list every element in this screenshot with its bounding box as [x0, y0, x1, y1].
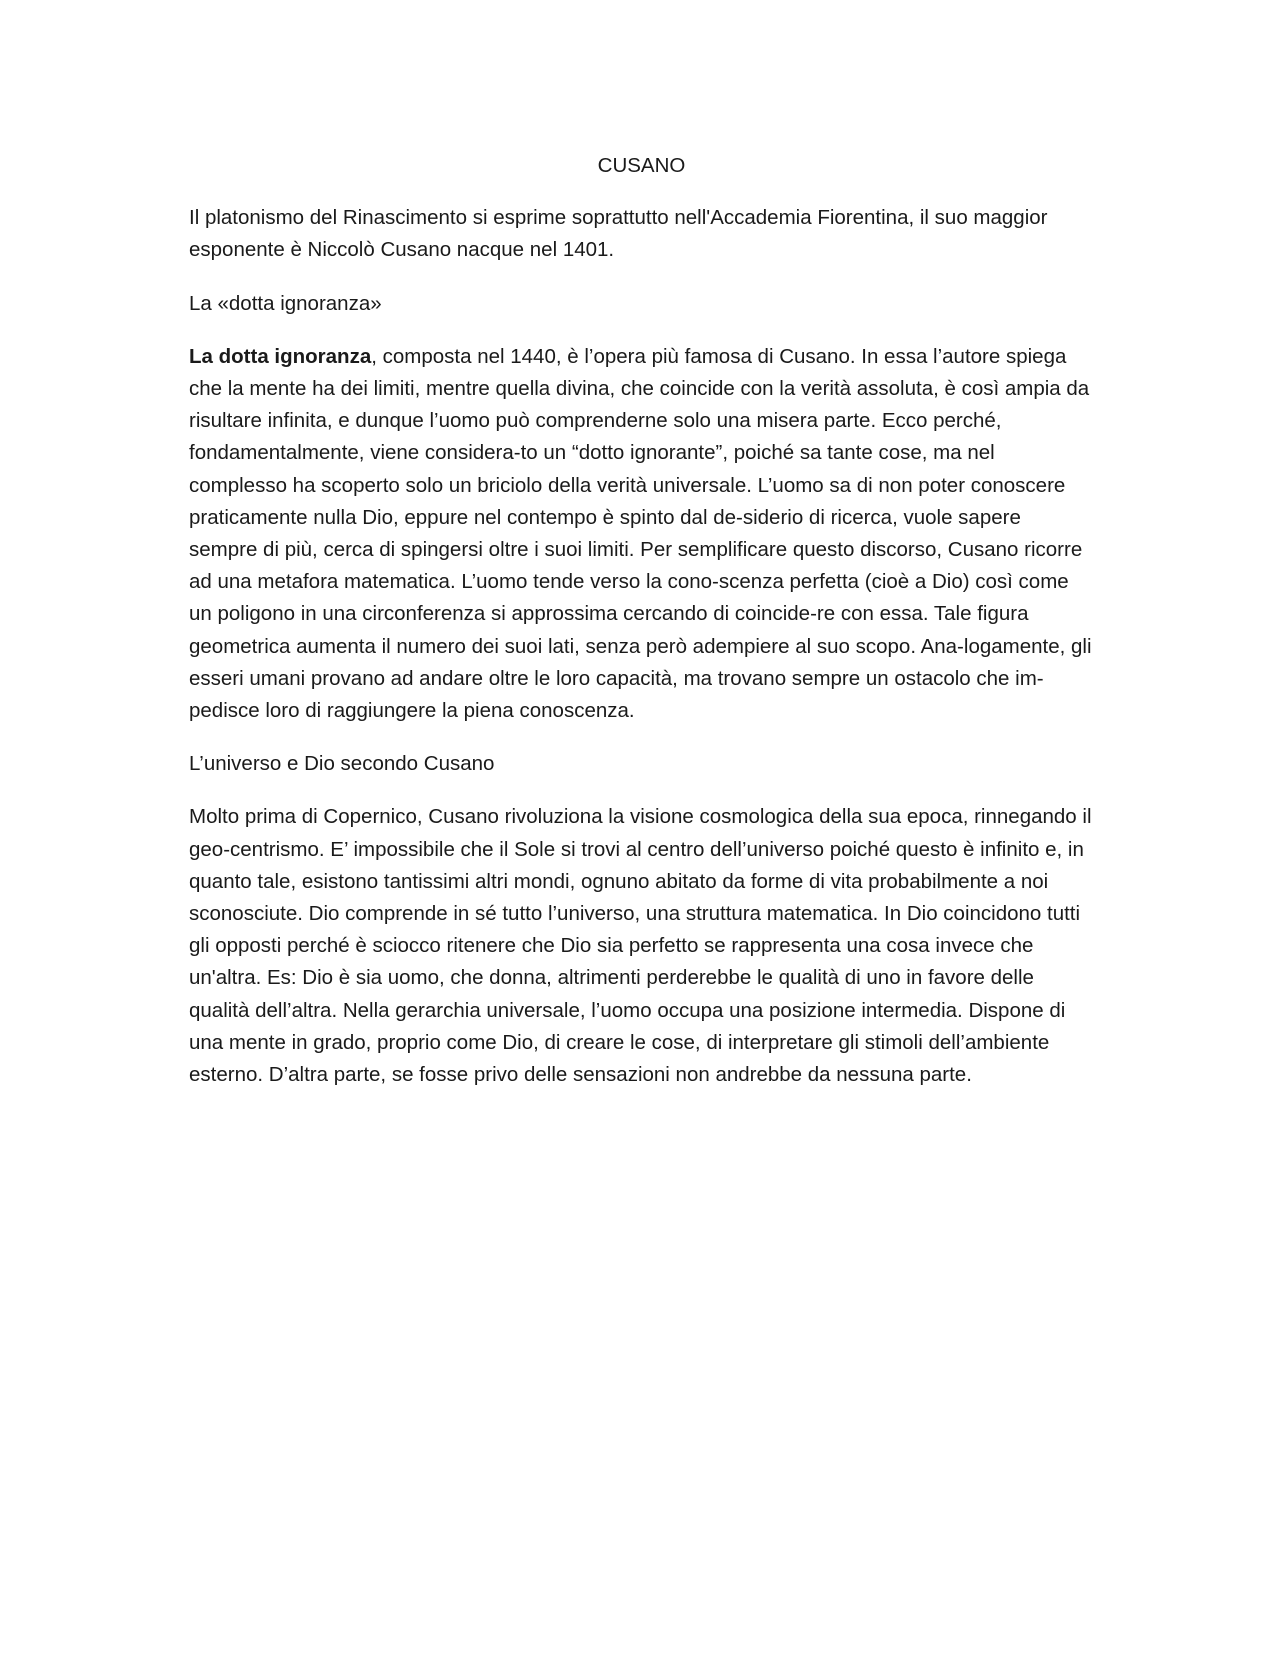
paragraph-dotta-ignoranza	[189, 341, 1094, 727]
paragraph-text: , composta nel 1440, è l’opera più famosa di Cusano. In essa l’autore spiega che la mente ha dei limiti, mentre quella divina, che coincide con la verità assoluta, è così ampia da risultare infinita, e dunque l’uomo può comprenderne solo una misera parte. Ecco perché, fondamentalmente, viene considera-to un “dotto ignorante”, poiché sa tante cose, ma nel complesso ha scoperto solo un briciolo della verità universale. L’uomo sa di non poter conoscere praticamente nulla Dio, eppure nel contempo è spinto dal de-siderio di ricerca, vuole sapere sempre di più, cerca di spingersi oltre i suoi limiti. Per semplificare questo discorso, Cusano ricorre ad una metafora matematica. L’uomo tende verso la cono-scenza perfetta (cioè a Dio) così come un poligono in una circonferenza si approssima cercando di coincide-re con essa. Tale figura geometrica aumenta il numero dei suoi lati, senza però adempiere al suo scopo. Ana-logamente, gli esseri umani provano ad andare oltre le loro capacità, ma trovano sempre un ostacolo che im-pedisce loro di raggiungere la piena conoscenza.	[189, 344, 1092, 723]
section-heading-universo: L’universo e Dio secondo Cusano	[189, 752, 495, 776]
bold-lead-text: La dotta ignoranza	[189, 344, 372, 368]
intro-paragraph: Il platonismo del Rinascimento si esprime soprattutto nell'Accademia Fiorentina, il suo maggior esponente è Niccolò Cusano nacque nel 1401.	[189, 206, 1048, 262]
document-body	[189, 150, 1094, 1112]
document-title: CUSANO	[597, 154, 686, 177]
paragraph-universo: Molto prima di Copernico, Cusano rivoluziona la visione cosmologica della sua epoca, rinnegando il geo-centrismo. E’ impossibile che il Sole si trovi al centro dell’universo poiché questo è infinito e, in quanto tale, esistono tantissimi altri mondi, ognuno abitato da forme di vita probabilmente a noi sconosciute. Dio comprende in sé tutto l’universo, una struttura matematica. In Dio coincidono tutti gli opposti perché è sciocco ritenere che Dio sia perfetto se rappresenta una cosa invece che un'altra. Es: Dio è sia uomo, che donna, altrimenti perderebbe le qualità di uno in favore delle qualità dell’altra. Nella gerarchia universale, l’uomo occupa una posizione intermedia. Dispone di una mente in grado, proprio come Dio, di creare le cose, di interpretare gli stimoli dell’ambiente esterno. D’altra parte, se fosse privo delle sensazioni non andrebbe da nessuna parte.	[189, 805, 1092, 1087]
section-heading-dotta-ignoranza: La «dotta ignoranza»	[189, 291, 382, 315]
